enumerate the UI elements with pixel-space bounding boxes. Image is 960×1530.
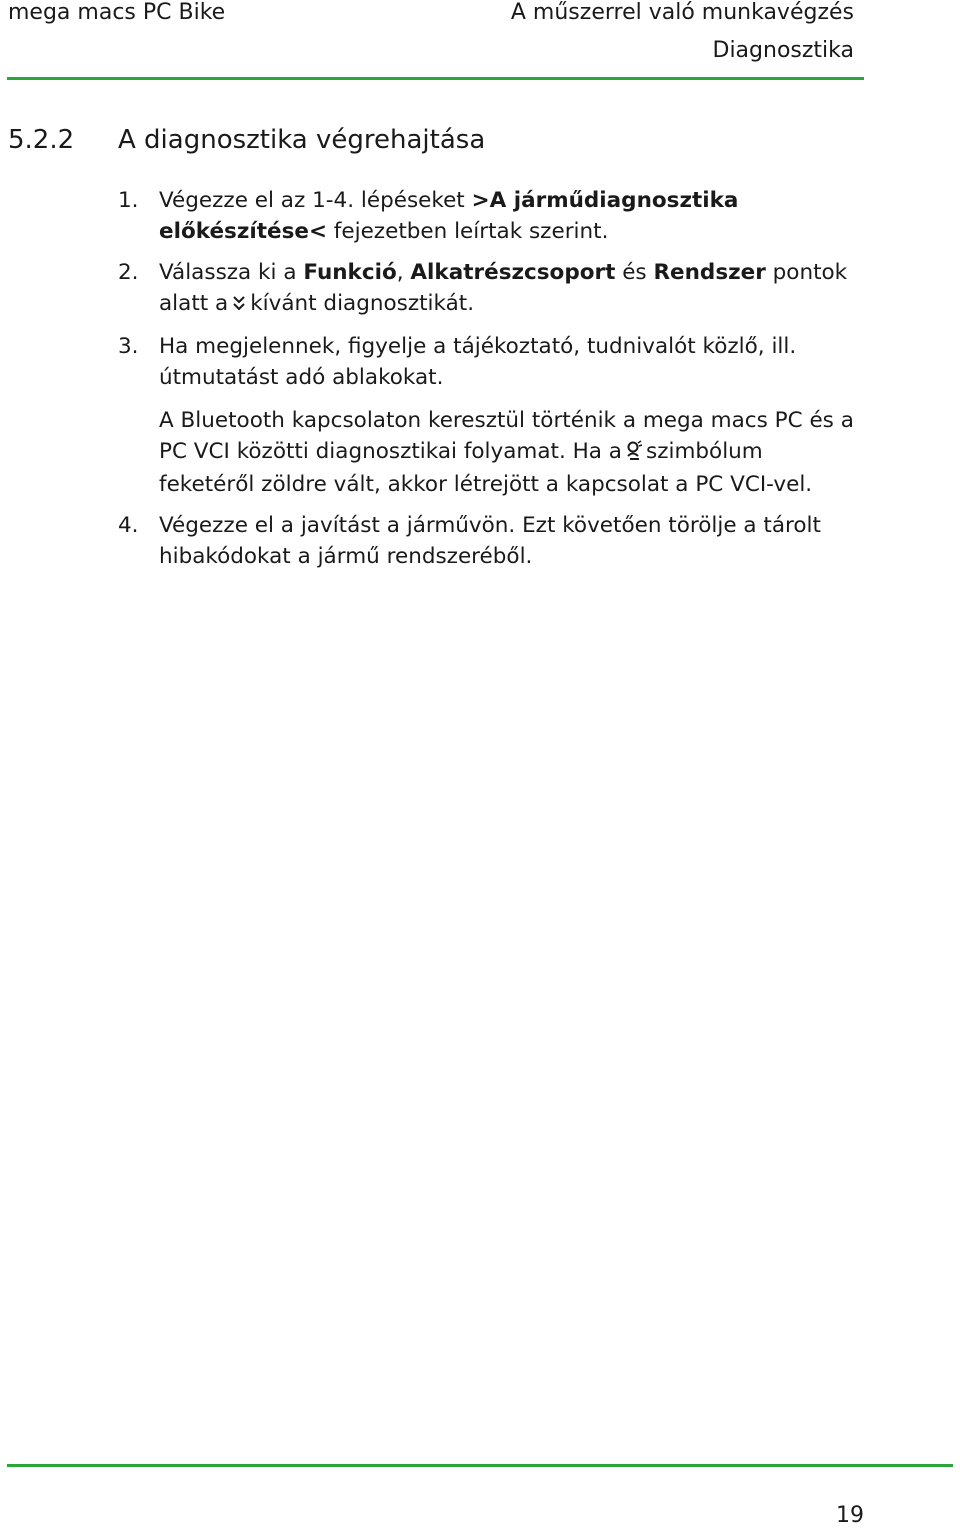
page-number: 19 (836, 1503, 864, 1528)
menu-system: Rendszer (653, 260, 766, 285)
product-name: mega macs PC Bike (8, 0, 226, 25)
steps-list (118, 185, 864, 582)
chapter-title: A műszerrel való munkavégzés (510, 0, 854, 25)
footer-rule (7, 1464, 953, 1467)
menu-function: Funkció (303, 260, 397, 285)
step-text (159, 185, 864, 247)
step-text-part: Válassza ki a (159, 260, 304, 285)
chapter-reference: >A járműdiagnosztika előkészítése< (159, 188, 739, 244)
step-number: 4. (118, 513, 139, 538)
note-text-part: A Bluetooth kapcsolaton keresztül történik a mega macs PC és a PC VCI közötti diagnosztikai folyamat. Ha a (159, 408, 854, 464)
section-number: 5.2.2 (8, 125, 75, 155)
section-name: Diagnosztika (712, 38, 854, 63)
step-text-part: Végezze el az 1-4. lépéseket (159, 188, 472, 213)
step-number: 1. (118, 188, 139, 213)
step-text: Ha megjelennek, figyelje a tájékoztató, tudnivalót közlő, ill. útmutatást adó ablakokat. (159, 334, 797, 390)
bluetooth-connection-icon (626, 438, 642, 469)
step-3 (118, 331, 864, 500)
double-chevron-down-icon (232, 290, 246, 321)
step-text-part: fejezetben leírtak szerint. (326, 219, 609, 244)
menu-component-group: Alkatrészcsoport (410, 260, 616, 285)
bluetooth-note (159, 405, 864, 500)
section-title: A diagnosztika végrehajtása (118, 125, 486, 155)
header-rule (7, 77, 864, 80)
section-heading (8, 124, 485, 156)
step-1 (118, 185, 864, 247)
step-text (159, 257, 864, 321)
step-text: Végezze el a javítást a járművön. Ezt követően törölje a tárolt hibakódokat a jármű rendszeréből. (159, 513, 821, 569)
header-right (511, 0, 854, 65)
step-text-part: kívánt diagnosztikát. (250, 291, 475, 316)
step-number: 3. (118, 334, 139, 359)
step-2 (118, 257, 864, 321)
note-text-part: szimbólum feketéről zöldre vált, akkor létrejött a kapcsolat a PC VCI-vel. (159, 439, 813, 497)
step-text-part: és (615, 260, 654, 285)
step-number: 2. (118, 260, 139, 285)
step-text-part: pontok alatt a (159, 260, 848, 316)
step-text-part: , (396, 260, 411, 285)
step-4 (118, 510, 864, 572)
